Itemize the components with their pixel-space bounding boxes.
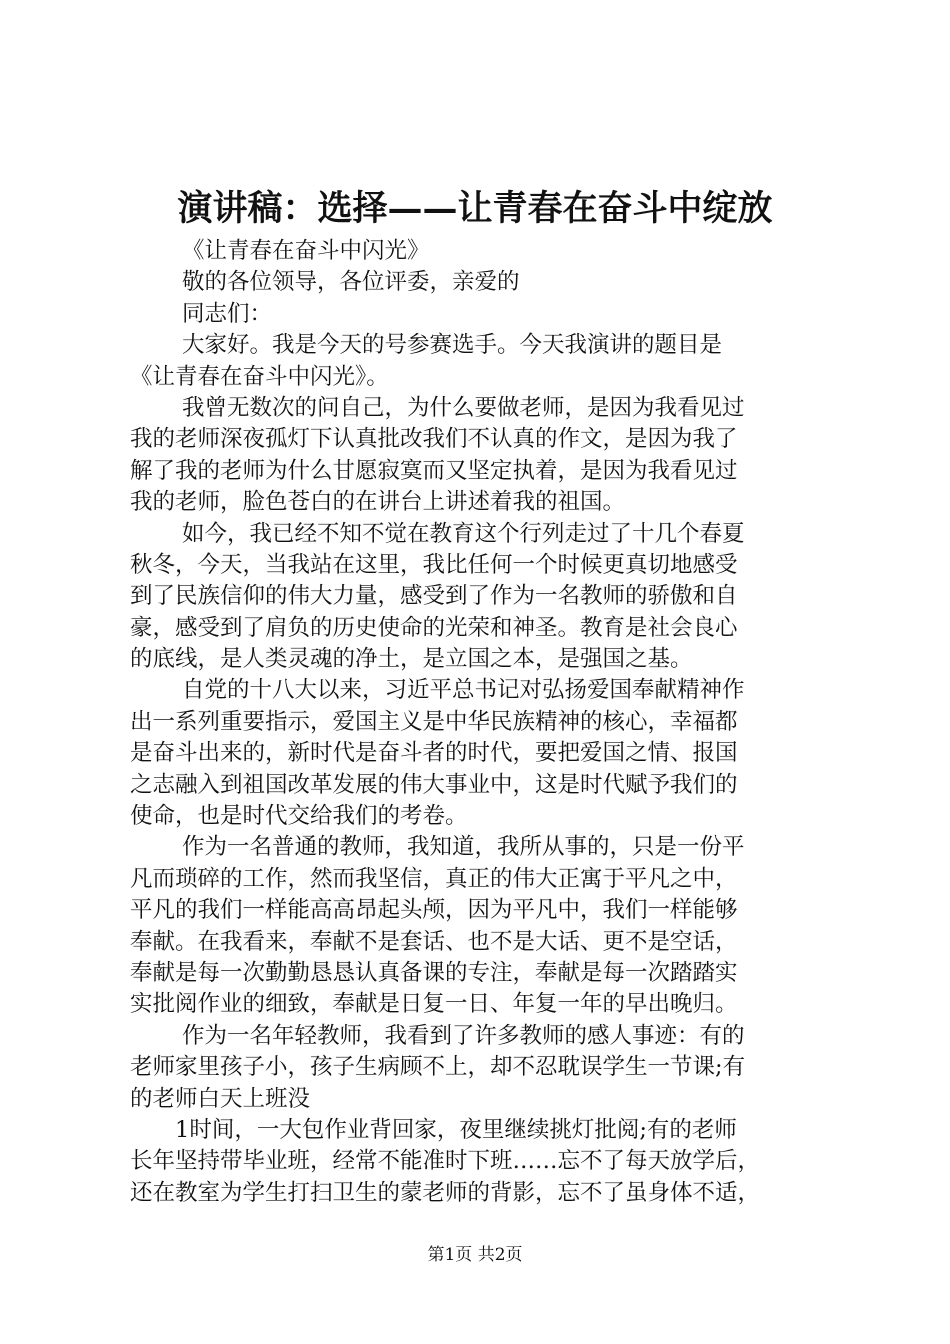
body-line: 《让青春在奋斗中闪光》	[182, 238, 430, 264]
body-line: 我曾无数次的问自己，为什么要做老师，是因为我看见过	[182, 394, 745, 421]
body-line: 还在教室为学生打扫卫生的蒙老师的背影，忘不了虽身体不适，	[130, 1179, 761, 1206]
body-line: 长年坚持带毕业班，经常不能准时下班……忘不了每天放学后，	[130, 1148, 761, 1175]
body-line: 1时间，一大包作业背回家，夜里继续挑灯批阅;有的老师	[175, 1116, 737, 1143]
body-line: 的老师白天上班没	[130, 1085, 311, 1112]
body-line: 我的老师深夜孤灯下认真批改我们不认真的作文，是因为我了	[130, 426, 738, 453]
body-line: 之志融入到祖国改革发展的伟大事业中，这是时代赋予我们的	[130, 771, 738, 798]
body-line: 老师家里孩子小，孩子生病顾不上，却不忍耽误学生一节课;有	[130, 1054, 746, 1081]
body-line: 使命，也是时代交给我们的考卷。	[130, 803, 468, 830]
document-title: 演讲稿：选择——让青春在奋斗中绽放	[177, 188, 773, 229]
body-line: 到了民族信仰的伟大力量，感受到了作为一名教师的骄傲和自	[130, 583, 738, 610]
body-line: 大家好。我是今天的号参赛选手。今天我演讲的题目是	[182, 332, 723, 359]
body-line: 奉献。在我看来，奉献不是套话、也不是大话、更不是空话，	[130, 928, 738, 955]
document-body	[130, 236, 835, 1209]
body-line: 《让青春在奋斗中闪光》。	[130, 363, 389, 390]
body-line: 的底线，是人类灵魂的净土，是立国之本，是强国之基。	[130, 646, 693, 673]
body-line: 同志们：	[182, 300, 273, 327]
body-line: 平凡的我们一样能高高昂起头颅，因为平凡中，我们一样能够	[130, 897, 738, 924]
body-line: 凡而琐碎的工作，然而我坚信，真正的伟大正寓于平凡之中，	[130, 865, 738, 892]
body-line: 实批阅作业的细致，奉献是日复一日、年复一年的早出晚归。	[130, 991, 738, 1018]
body-line: 解了我的老师为什么甘愿寂寞而又坚定执着，是因为我看见过	[130, 457, 738, 484]
body-line: 是奋斗出来的，新时代是奋斗者的时代，要把爱国之情、报国	[130, 740, 738, 767]
body-line: 奉献是每一次勤勤恳恳认真备课的专注，奉献是每一次踏踏实	[130, 959, 738, 986]
body-line: 我的老师，脸色苍白的在讲台上讲述着我的祖国。	[130, 489, 626, 516]
body-line: 出一系列重要指示，爱国主义是中华民族精神的核心，幸福都	[130, 708, 738, 735]
body-line: 作为一名年轻教师，我看到了许多教师的感人事迹：有的	[182, 1022, 745, 1049]
page-footer: 第1页 共2页	[427, 1245, 523, 1265]
body-line: 作为一名普通的教师，我知道，我所从事的，只是一份平	[182, 834, 745, 861]
body-line: 如今，我已经不知不觉在教育这个行列走过了十几个春夏	[182, 520, 745, 547]
body-line: 秋冬，今天，当我站在这里，我比任何一个时候更真切地感受	[130, 551, 738, 578]
body-line: 豪，感受到了肩负的历史使命的光荣和神圣。教育是社会良心	[130, 614, 738, 641]
body-line: 敬的各位领导，各位评委，亲爱的	[182, 269, 520, 296]
body-line: 自党的十八大以来，习近平总书记对弘扬爱国奉献精神作	[182, 677, 745, 704]
